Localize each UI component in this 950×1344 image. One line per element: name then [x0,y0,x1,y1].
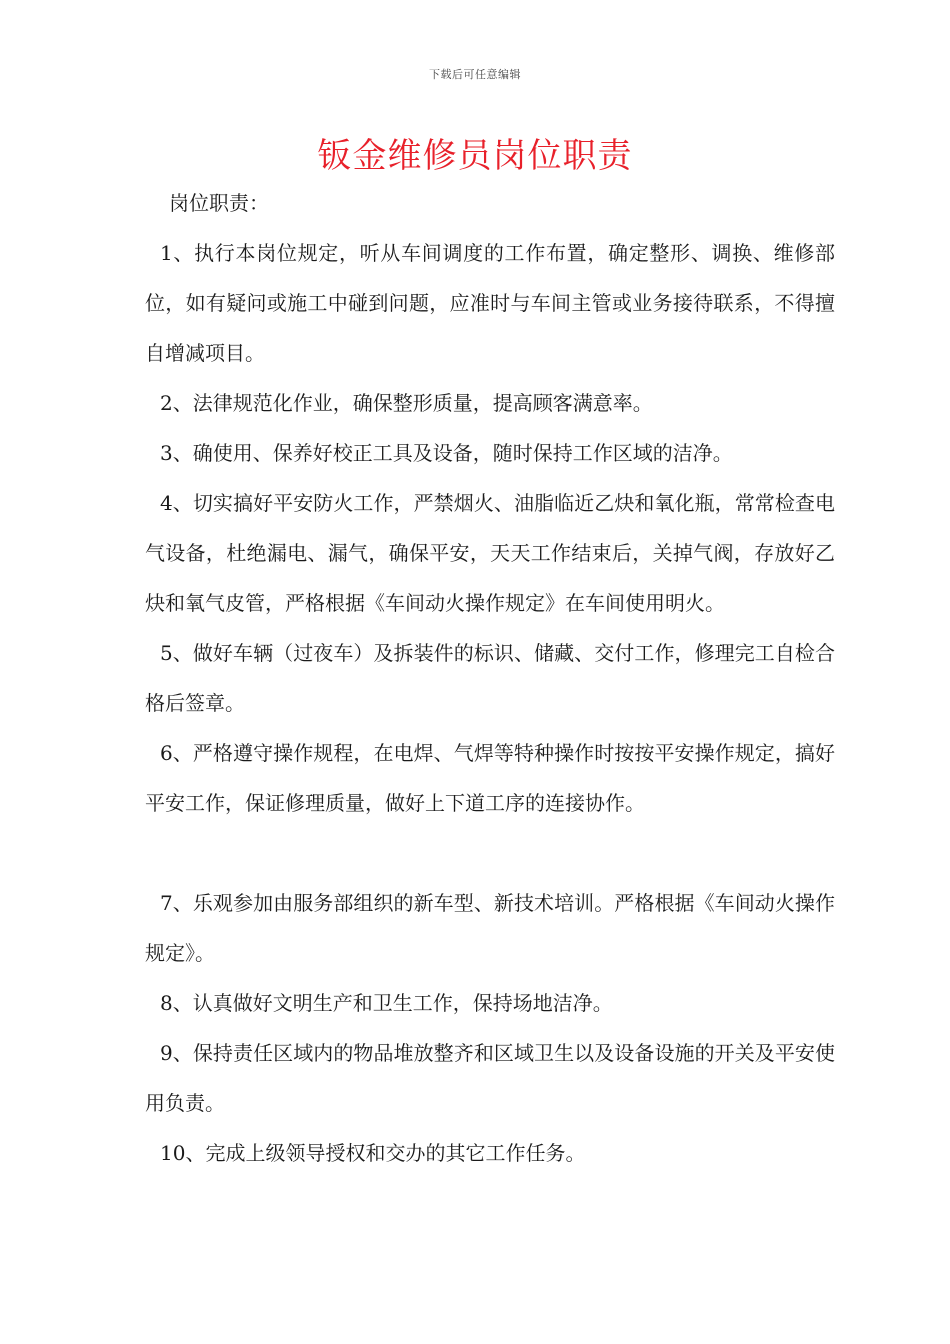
header-note: 下载后可任意编辑 [429,68,521,81]
duty-item-1: 1、执行本岗位规定，听从车间调度的工作布置，确定整形、调换、维修部位，如有疑问或施工中碰到问题，应准时与车间主管或业务接待联系，不得擅自增减项目。 [145,241,835,365]
section-label: 岗位职责： [169,191,269,215]
duty-item-3: 3、确使用、保养好校正工具及设备，随时保持工作区域的洁净。 [160,441,733,465]
duty-item-6: 6、严格遵守操作规程，在电焊、气焊等特种操作时按按平安操作规定，搞好平安工作，保证修理质量，做好上下道工序的连接协作。 [145,741,835,815]
duty-item-9: 9、保持责任区域内的物品堆放整齐和区域卫生以及设备设施的开关及平安使用负责。 [145,1041,835,1115]
duty-item-4: 4、切实搞好平安防火工作，严禁烟火、油脂临近乙炔和氧化瓶，常常检查电气设备，杜绝漏电、漏气，确保平安，天天工作结束后，关掉气阀，存放好乙炔和氧气皮管，严格根据《车间动火操作规定》在车间使用明火。 [145,491,835,615]
duty-item-5: 5、做好车辆（过夜车）及拆装件的标识、储藏、交付工作，修理完工自检合格后签章。 [145,641,835,715]
duty-item-10: 10、完成上级领导授权和交办的其它工作任务。 [160,1141,586,1165]
page-title: 钣金维修员岗位职责 [317,136,633,176]
duty-item-7: 7、乐观参加由服务部组织的新车型、新技术培训。严格根据《车间动火操作规定》。 [145,891,835,965]
document-body [145,178,835,1178]
duty-item-2: 2、法律规范化作业，确保整形质量，提高顾客满意率。 [160,391,653,415]
duty-item-8: 8、认真做好文明生产和卫生工作，保持场地洁净。 [160,991,613,1015]
